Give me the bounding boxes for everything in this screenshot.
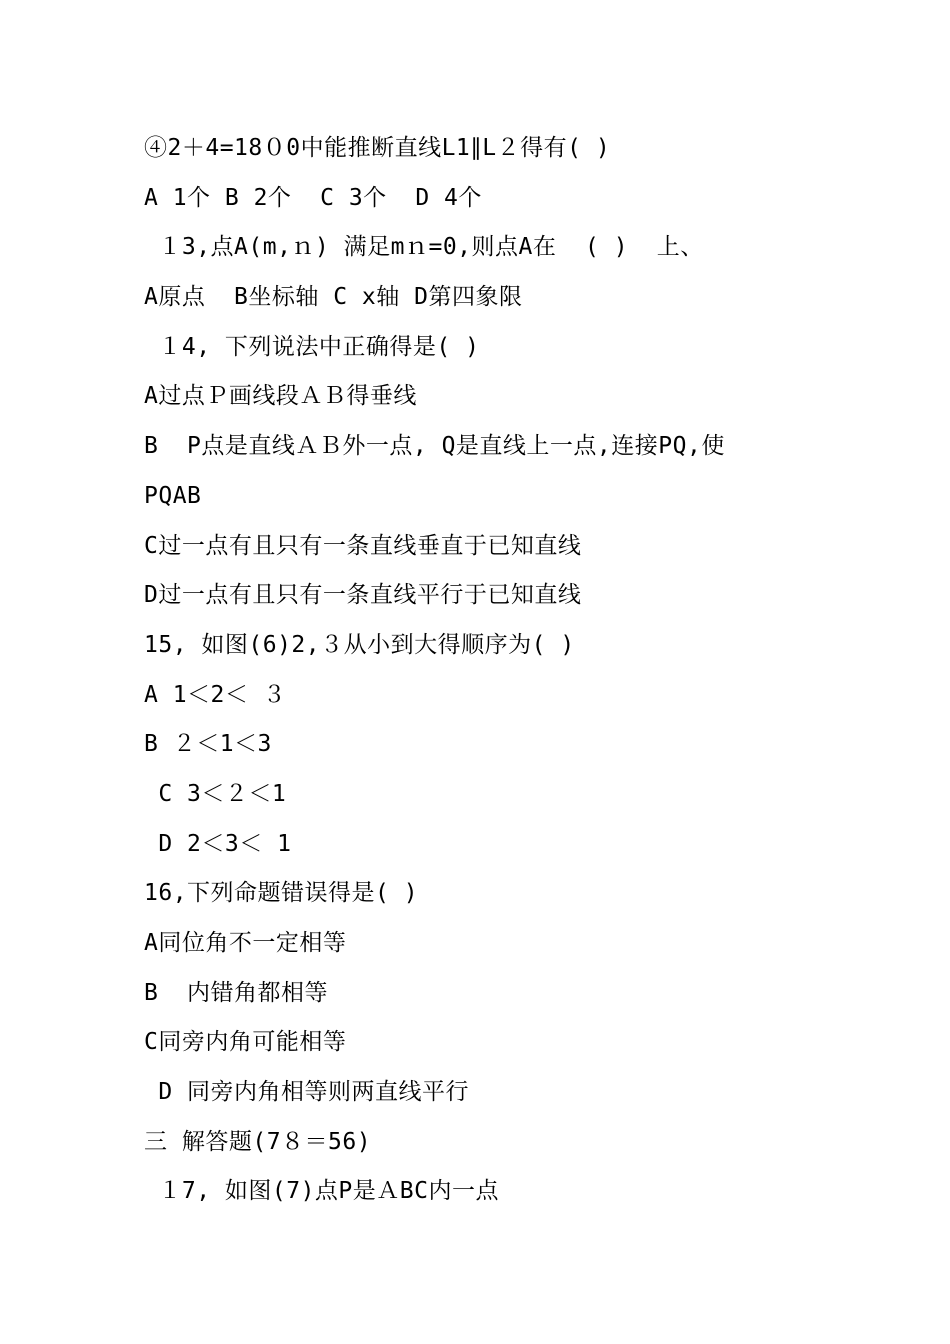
text-line-q14-option-b: B P点是直线ＡＢ外一点, Q是直线上一点,连接PQ,使 [144,433,725,460]
text-line-q16-stem: 16,下列命题错误得是( ) [144,880,419,907]
text-line-q12-condition: ④2＋4=18０0中能推断直线L1∥L２得有( ) [144,135,611,161]
text-line-q16-option-d: D 同旁内角相等则两直线平行 [144,1079,470,1106]
text-line-q12-options: A 1个 B 2个 C 3个 D 4个 [144,184,482,211]
text-line-q15-stem: 15, 如图(6)2,３从小到大得顺序为( ) [144,631,575,658]
text-line-q14-option-a: A过点Ｐ画线段ＡＢ得垂线 [144,383,417,410]
section-heading-solutions: 三 解答题(7８＝56) [144,1128,372,1155]
text-line-q15-option-c: C 3＜２＜1 [144,780,287,807]
text-line-q16-option-b: B 内错角都相等 [144,979,329,1006]
text-line-q15-option-a: A 1＜2＜ ３ [144,681,287,708]
text-line-q14-option-d: D过一点有且只有一条直线平行于已知直线 [144,582,582,609]
text-line-q14-option-b-cont: PQAB [144,482,202,509]
text-line-q15-option-d: D 2＜3＜ 1 [144,830,292,857]
text-line-q16-option-a: A同位角不一定相等 [144,930,347,956]
text-line-q14-option-c: C过一点有且只有一条直线垂直于已知直线 [144,532,582,559]
text-line-q13-options: A原点 B坐标轴 C x轴 D第四象限 [144,284,523,311]
question-text-block [144,128,844,1221]
text-line-q16-option-c: C同旁内角可能相等 [144,1029,347,1056]
text-line-q17-stem: １7, 如图(7)点P是ＡBC内一点 [144,1178,499,1205]
text-line-q15-option-b: B ２＜1＜3 [144,731,272,758]
text-line-q13-stem: １3,点A(m,ｎ) 满足mｎ=0,则点A在 ( ) 上、 [144,234,704,261]
text-line-q14-stem: １4, 下列说法中正确得是( ) [144,333,480,360]
